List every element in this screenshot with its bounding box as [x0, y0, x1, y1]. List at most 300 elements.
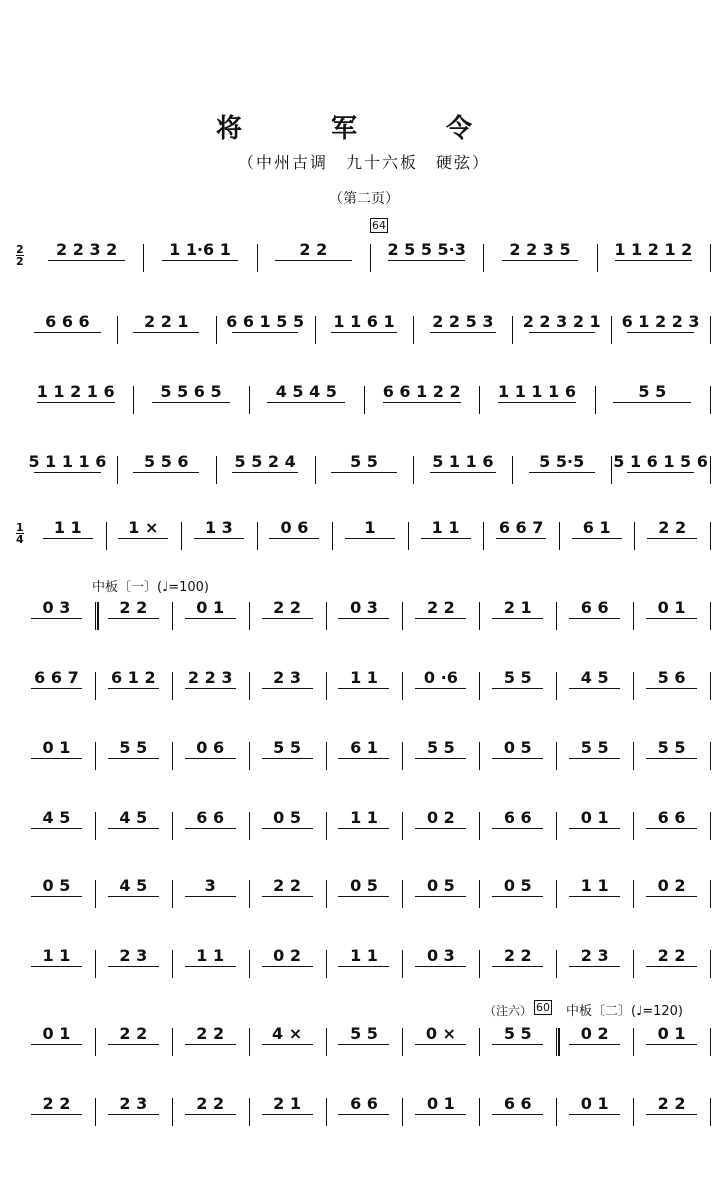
measure: 6 1: [328, 738, 401, 772]
beam-line: [492, 1114, 543, 1115]
barline: [710, 602, 711, 630]
barline: [257, 244, 258, 272]
measure: 5 1 6 1 5 6: [613, 452, 708, 471]
beam-line: [492, 618, 543, 619]
measure: 1 1 6 1: [317, 312, 412, 346]
barline: [611, 316, 612, 344]
measure: 1 1: [558, 876, 631, 910]
beam-line: [232, 472, 298, 473]
beam-line: [338, 618, 389, 619]
beam-line: [108, 896, 159, 897]
beam-line: [31, 828, 82, 829]
measure: 2 3: [558, 946, 631, 980]
beam-line: [338, 896, 389, 897]
barline: [710, 742, 711, 770]
measure: 3: [174, 876, 247, 910]
barline: [556, 950, 557, 978]
measure: 6 6: [174, 808, 247, 842]
beam-line: [31, 618, 82, 619]
beam-line: [646, 618, 697, 619]
beam-line: [430, 472, 496, 473]
beam-line: [627, 332, 693, 333]
measure: 0 2: [404, 808, 477, 842]
beam-line: [262, 618, 313, 619]
beam-line: [185, 966, 236, 967]
beam-line: [502, 260, 579, 261]
measure: 0 6: [174, 738, 247, 772]
barline: [595, 386, 596, 414]
beam-line: [569, 758, 620, 759]
measure: 2 2 3 2 1: [522, 312, 601, 331]
beam-line: [415, 828, 466, 829]
measure: 2 2: [97, 1024, 170, 1058]
score-row: [16, 240, 712, 274]
barline: [479, 812, 480, 840]
measure: 1 1: [410, 518, 482, 552]
measure: 1 1 1 1 6: [498, 382, 576, 401]
barline: [95, 950, 96, 978]
measure: 2 3: [97, 1094, 170, 1128]
rehearsal-mark-60: 60: [536, 1001, 550, 1014]
beam-line: [615, 260, 692, 261]
measure: 4 5: [558, 668, 631, 702]
beam-line: [118, 538, 168, 539]
barline: [249, 742, 250, 770]
barline: [326, 1098, 327, 1126]
beam-line: [646, 1114, 697, 1115]
measure: 6 6 7: [20, 668, 93, 702]
page-label: （第二页）: [329, 191, 399, 207]
measure: 4 ×: [251, 1024, 324, 1058]
beam-line: [415, 758, 466, 759]
barline: [402, 1028, 403, 1056]
beam-line: [492, 896, 543, 897]
score-row: [16, 382, 712, 416]
measure: 1 3: [183, 518, 255, 552]
beam-line: [185, 828, 236, 829]
measure: 1 1: [328, 808, 401, 842]
beam-line: [185, 1114, 236, 1115]
measure: 0 6: [259, 518, 331, 552]
barline: [710, 244, 711, 272]
title: 将 军 令: [215, 114, 513, 144]
measure: 1 1 2 1 2: [614, 240, 693, 259]
beam-line: [492, 688, 543, 689]
beam-line: [345, 538, 395, 539]
measure: 0 1: [635, 1024, 708, 1058]
measure: 1 1: [32, 518, 104, 552]
barline: [633, 672, 634, 700]
beam-line: [108, 966, 159, 967]
measure: 2 3: [251, 668, 324, 702]
barline: [710, 1098, 711, 1126]
beam-line: [108, 688, 159, 689]
beam-line: [646, 1044, 697, 1045]
measure: 0 5: [481, 738, 554, 772]
measure: 4 5 4 5: [251, 382, 362, 416]
barline: [479, 880, 480, 908]
barline: [249, 386, 250, 414]
barline: [326, 880, 327, 908]
beam-line: [34, 332, 100, 333]
measure: 6 6: [328, 1094, 401, 1128]
beam-line: [262, 828, 313, 829]
barline: [95, 812, 96, 840]
barline: [483, 244, 484, 272]
barline: [326, 742, 327, 770]
barline: [710, 672, 711, 700]
beam-line: [492, 966, 543, 967]
measure: 2 2: [635, 1094, 708, 1128]
measure: 1: [334, 518, 406, 552]
score-row: [16, 312, 712, 346]
beam-line: [34, 472, 100, 473]
score-row: [16, 598, 712, 632]
beam-line: [162, 260, 239, 261]
barline: [172, 880, 173, 908]
measure: 0 5: [404, 876, 477, 910]
beam-line: [338, 758, 389, 759]
barline: [117, 316, 118, 344]
barline: [633, 1098, 634, 1126]
tempo-marking-2: 中板〔二〕(♩=120): [566, 1004, 683, 1019]
barline: [326, 812, 327, 840]
measure: 5 5 2 4: [218, 452, 313, 486]
beam-line: [569, 688, 620, 689]
measure: 5 5: [635, 738, 708, 772]
measure: 6 6: [481, 1094, 554, 1128]
barline: [402, 742, 403, 770]
measure: 6 1 2: [97, 668, 170, 702]
barline: [479, 386, 480, 414]
barline: [216, 316, 217, 344]
measure: 2 2: [259, 240, 368, 274]
beam-line: [133, 332, 199, 333]
measure: 6 6 1 2 2: [382, 382, 461, 401]
barline: [710, 522, 711, 550]
barline: [249, 950, 250, 978]
beam-line: [492, 1044, 543, 1045]
barline: [413, 316, 414, 344]
barline: [172, 672, 173, 700]
note-reference: （注六）: [484, 1004, 533, 1018]
score-row: [16, 452, 712, 486]
measure: 6 6: [558, 598, 631, 632]
barline: [483, 522, 484, 550]
beam-line: [185, 1044, 236, 1045]
measure: 2 2 3 5: [485, 240, 594, 274]
measure: 0 5: [481, 876, 554, 910]
measure: 4 5: [97, 808, 170, 842]
measure: 2 2: [251, 598, 324, 632]
measure: 0 1: [20, 1024, 93, 1058]
beam-line: [108, 758, 159, 759]
beam-line: [31, 1044, 82, 1045]
beam-line: [646, 758, 697, 759]
barline: [479, 950, 480, 978]
barline: [143, 244, 144, 272]
beam-line: [262, 758, 313, 759]
beam-line: [338, 1114, 389, 1115]
measure: 5 5·5: [514, 452, 609, 486]
score-row: [16, 668, 712, 702]
measure: 5 5: [558, 738, 631, 772]
measure: 2 2: [174, 1094, 247, 1128]
beam-line: [569, 1044, 620, 1045]
measure: 1 1: [20, 946, 93, 980]
measure: 1 1 2 1 6: [36, 382, 115, 401]
measure: 0 2: [635, 876, 708, 910]
barline: [172, 1098, 173, 1126]
barline: [315, 316, 316, 344]
barline: [326, 602, 327, 630]
barline: [402, 672, 403, 700]
beam-line: [43, 538, 93, 539]
measure: 2 2: [251, 876, 324, 910]
barline: [512, 456, 513, 484]
beam-line: [331, 472, 397, 473]
measure: 2 2 3 2: [32, 240, 141, 274]
measure: 6 6: [635, 808, 708, 842]
beam-line: [492, 758, 543, 759]
score-row: [16, 1024, 712, 1058]
beam-line: [133, 472, 199, 473]
barline: [402, 602, 403, 630]
beam-line: [492, 828, 543, 829]
barline: [326, 1028, 327, 1056]
measure: 2 2 1: [119, 312, 214, 346]
beam-line: [647, 538, 697, 539]
measure: 2 5 5 5·3: [387, 240, 466, 259]
measure: 6 6 6: [20, 312, 115, 346]
beam-line: [262, 1114, 313, 1115]
barline: [710, 316, 711, 344]
barline: [556, 742, 557, 770]
measure: 2 2: [20, 1094, 93, 1128]
barline: [634, 522, 635, 550]
barline: [597, 244, 598, 272]
beam-line: [529, 472, 595, 473]
barline: [172, 742, 173, 770]
beam-line: [646, 828, 697, 829]
measure: 5 5 6 5: [135, 382, 246, 416]
measure: 5 1 1 6: [415, 452, 510, 486]
beam-line: [646, 688, 697, 689]
beam-line: [421, 538, 471, 539]
beam-line: [415, 618, 466, 619]
barline: [95, 1028, 96, 1056]
beam-line: [569, 828, 620, 829]
barline: [172, 1028, 173, 1056]
measure: 5 5: [97, 738, 170, 772]
score-row: [16, 808, 712, 842]
measure: 0 3: [404, 946, 477, 980]
measure: 5 5: [481, 1024, 554, 1058]
barline: [249, 880, 250, 908]
measure: 2 2: [481, 946, 554, 980]
barline: [633, 1028, 634, 1056]
measure: 0 1: [174, 598, 247, 632]
measure: 5 6: [635, 668, 708, 702]
beam-line: [108, 1114, 159, 1115]
measure: 6 1: [561, 518, 633, 552]
beam-line: [267, 402, 345, 403]
measure: 5 5: [251, 738, 324, 772]
beam-line: [569, 966, 620, 967]
barline: [95, 1098, 96, 1126]
measure: 4 5: [20, 808, 93, 842]
barline: [556, 672, 557, 700]
barline: [172, 812, 173, 840]
beam-line: [430, 332, 496, 333]
beam-line: [338, 828, 389, 829]
beam-line: [185, 896, 236, 897]
beam-line: [415, 1114, 466, 1115]
beam-line: [152, 402, 230, 403]
barline: [332, 522, 333, 550]
score-row: [16, 518, 712, 552]
barline: [326, 672, 327, 700]
measure: 1 1: [328, 946, 401, 980]
barline: [95, 672, 96, 700]
barline: [249, 1098, 250, 1126]
beam-line: [569, 618, 620, 619]
measure: 0 1: [558, 1094, 631, 1128]
measure: 0 5: [251, 808, 324, 842]
barline: [95, 880, 96, 908]
time-signature: 1 4: [16, 521, 24, 546]
measure: 0 1: [404, 1094, 477, 1128]
measure: 5 5: [328, 1024, 401, 1058]
beam-line: [31, 896, 82, 897]
barline: [479, 602, 480, 630]
barline: [633, 742, 634, 770]
barline: [249, 672, 250, 700]
measure: 2 2: [636, 518, 708, 552]
beam-line: [338, 688, 389, 689]
barline: [559, 522, 560, 550]
beam-line: [31, 1114, 82, 1115]
barline: [117, 456, 118, 484]
beam-line: [498, 402, 576, 403]
tempo-marking-1: 中板〔一〕(♩=100): [92, 580, 209, 595]
barline: [402, 1098, 403, 1126]
measure: 6 6: [481, 808, 554, 842]
rehearsal-mark-64: 64: [372, 219, 386, 232]
score-row: [16, 946, 712, 980]
beam-line: [338, 966, 389, 967]
barline: [95, 742, 96, 770]
barline: [106, 522, 107, 550]
beam-line: [627, 472, 693, 473]
beam-line: [388, 260, 465, 261]
beam-line: [613, 402, 691, 403]
barline: [408, 522, 409, 550]
beam-line: [37, 402, 115, 403]
measure: 0 5: [328, 876, 401, 910]
beam-line: [31, 966, 82, 967]
measure: 2 3: [97, 946, 170, 980]
barline: [710, 950, 711, 978]
measure: 4 5: [97, 876, 170, 910]
subtitle: （中州古调 九十六板 硬弦）: [237, 153, 490, 172]
measure: 1 1: [328, 668, 401, 702]
measure: 0 3: [328, 598, 401, 632]
barline: [556, 812, 557, 840]
measure: 0 3: [20, 598, 93, 632]
barline: [479, 1028, 480, 1056]
measure: 0 5: [20, 876, 93, 910]
beam-line: [262, 896, 313, 897]
measure: 1 1: [174, 946, 247, 980]
barline: [257, 522, 258, 550]
beam-line: [415, 966, 466, 967]
measure: 2 2: [404, 598, 477, 632]
barline: [479, 1098, 480, 1126]
beam-line: [185, 618, 236, 619]
beam-line: [646, 896, 697, 897]
barline: [710, 456, 711, 484]
measure: 5 5: [481, 668, 554, 702]
barline: [326, 950, 327, 978]
measure: 0 2: [251, 946, 324, 980]
measure: 2 2: [635, 946, 708, 980]
barline: [402, 812, 403, 840]
beam-line: [338, 1044, 389, 1045]
barline: [479, 742, 480, 770]
barline: [633, 880, 634, 908]
barline: [364, 386, 365, 414]
barline: [181, 522, 182, 550]
measure: 5 5 6: [119, 452, 214, 486]
beam-line: [108, 1044, 159, 1045]
barline: [710, 1028, 711, 1056]
measure: 2 2 5 3: [415, 312, 510, 346]
beam-line: [415, 688, 466, 689]
barline: [512, 316, 513, 344]
measure: 1 ×: [108, 518, 180, 552]
barline: [216, 456, 217, 484]
barline: [249, 602, 250, 630]
beam-line: [232, 332, 298, 333]
measure: 6 6 1 5 5: [226, 312, 305, 331]
measure: 2 1: [251, 1094, 324, 1128]
barline: [413, 456, 414, 484]
score-row: [16, 1094, 712, 1128]
measure: 0 ·6: [404, 668, 477, 702]
beam-line: [569, 1114, 620, 1115]
barline: [556, 602, 557, 630]
measure: 0 1: [558, 808, 631, 842]
beam-line: [194, 538, 244, 539]
beam-line: [529, 332, 595, 333]
barline: [172, 950, 173, 978]
beam-line: [31, 758, 82, 759]
beam-line: [108, 828, 159, 829]
barline: [633, 812, 634, 840]
score-row: [16, 876, 712, 910]
measure: 0 ×: [404, 1024, 477, 1058]
beam-line: [48, 260, 125, 261]
beam-line: [275, 260, 352, 261]
barline: [556, 1098, 557, 1126]
barline: [402, 950, 403, 978]
time-signature: 2 2: [16, 243, 24, 268]
measure: 0 1: [635, 598, 708, 632]
measure: 5 1 1 1 6: [28, 452, 107, 471]
measure: 6 6 7: [485, 518, 557, 552]
barline: [710, 880, 711, 908]
